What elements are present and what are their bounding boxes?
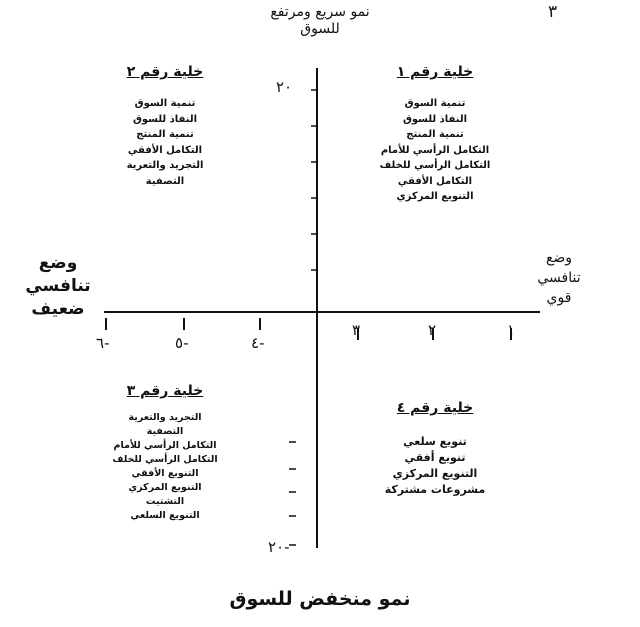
list-item: التصفية	[145, 175, 185, 187]
list-item: مشروعات مشتركة	[384, 483, 486, 496]
list-item: النفاذ للسوق	[132, 113, 198, 125]
right-axis-label: وضع تنافسي قوي	[537, 250, 581, 306]
list-item: تنمية السوق	[404, 98, 466, 109]
list-item: التكامل الرأسي للأمام	[380, 144, 490, 156]
list-item: التكامل الأفقي	[397, 175, 473, 187]
cell-3	[100, 383, 230, 523]
list-item: تنمية السوق	[134, 98, 196, 109]
cell-1-list	[370, 96, 500, 205]
list-item: تنمية المنتج	[136, 129, 194, 140]
list-item: التنويع الأفقي	[131, 468, 199, 479]
list-item: التنويع المركزي	[392, 467, 478, 480]
x-axis-label-neg5: ٥-	[175, 334, 189, 352]
list-item: التجريد والتعرية	[126, 160, 204, 171]
x-axis-label-1: ١	[507, 321, 516, 339]
list-item: التكامل الرأسي للأمام	[113, 440, 217, 451]
cell-1	[370, 64, 500, 205]
list-item: التنويع السلعي	[130, 510, 200, 521]
top-axis-title: نمو سريع ومرتفع للسوق	[270, 4, 370, 37]
cell-4	[370, 400, 500, 498]
list-item: التكامل الرأسي للخلف	[379, 160, 491, 171]
list-item: تنويع سلعي	[403, 435, 467, 448]
cell-2	[100, 64, 230, 189]
cell-3-title: خلية رقم ٣	[126, 383, 204, 399]
y-axis-top-label: ٢٠	[276, 78, 293, 96]
x-axis-ticks	[106, 318, 511, 340]
cell-4-title: خلية رقم ٤	[396, 400, 474, 416]
cell-2-title: خلية رقم ٢	[126, 64, 204, 80]
list-item: النفاذ للسوق	[402, 113, 468, 125]
x-axis-label-3: ٣	[352, 321, 361, 339]
cell-3-list	[100, 411, 230, 523]
list-item: التنويع المركزي	[396, 191, 474, 202]
list-item: التكامل الأفقي	[127, 144, 203, 156]
list-item: التجريد والتعرية	[128, 412, 202, 423]
list-item: التنويع المركزي	[128, 482, 202, 493]
page-number: ٣	[548, 2, 558, 22]
list-item: التشتيت	[145, 496, 185, 507]
cell-2-list	[100, 96, 230, 189]
list-item: التكامل الرأسي للخلف	[112, 454, 218, 465]
x-axis-label-neg6: ٦-	[96, 334, 110, 352]
cell-4-list	[370, 434, 500, 498]
list-item: تنويع أفقي	[404, 451, 466, 464]
bottom-axis-title: نمو منخفض للسوق	[229, 588, 411, 610]
y-axis-ticks-lower	[289, 442, 296, 545]
list-item: تنمية المنتج	[406, 129, 464, 140]
y-axis-bottom-label: ٢٠-	[268, 538, 290, 556]
left-axis-label: وضع تنافسي ضعيف	[25, 253, 91, 319]
x-axis-label-2: ٢	[428, 321, 437, 339]
x-axis-label-neg4: ٤-	[251, 334, 265, 352]
cell-1-title: خلية رقم ١	[396, 64, 474, 80]
list-item: التصفية	[146, 426, 184, 437]
